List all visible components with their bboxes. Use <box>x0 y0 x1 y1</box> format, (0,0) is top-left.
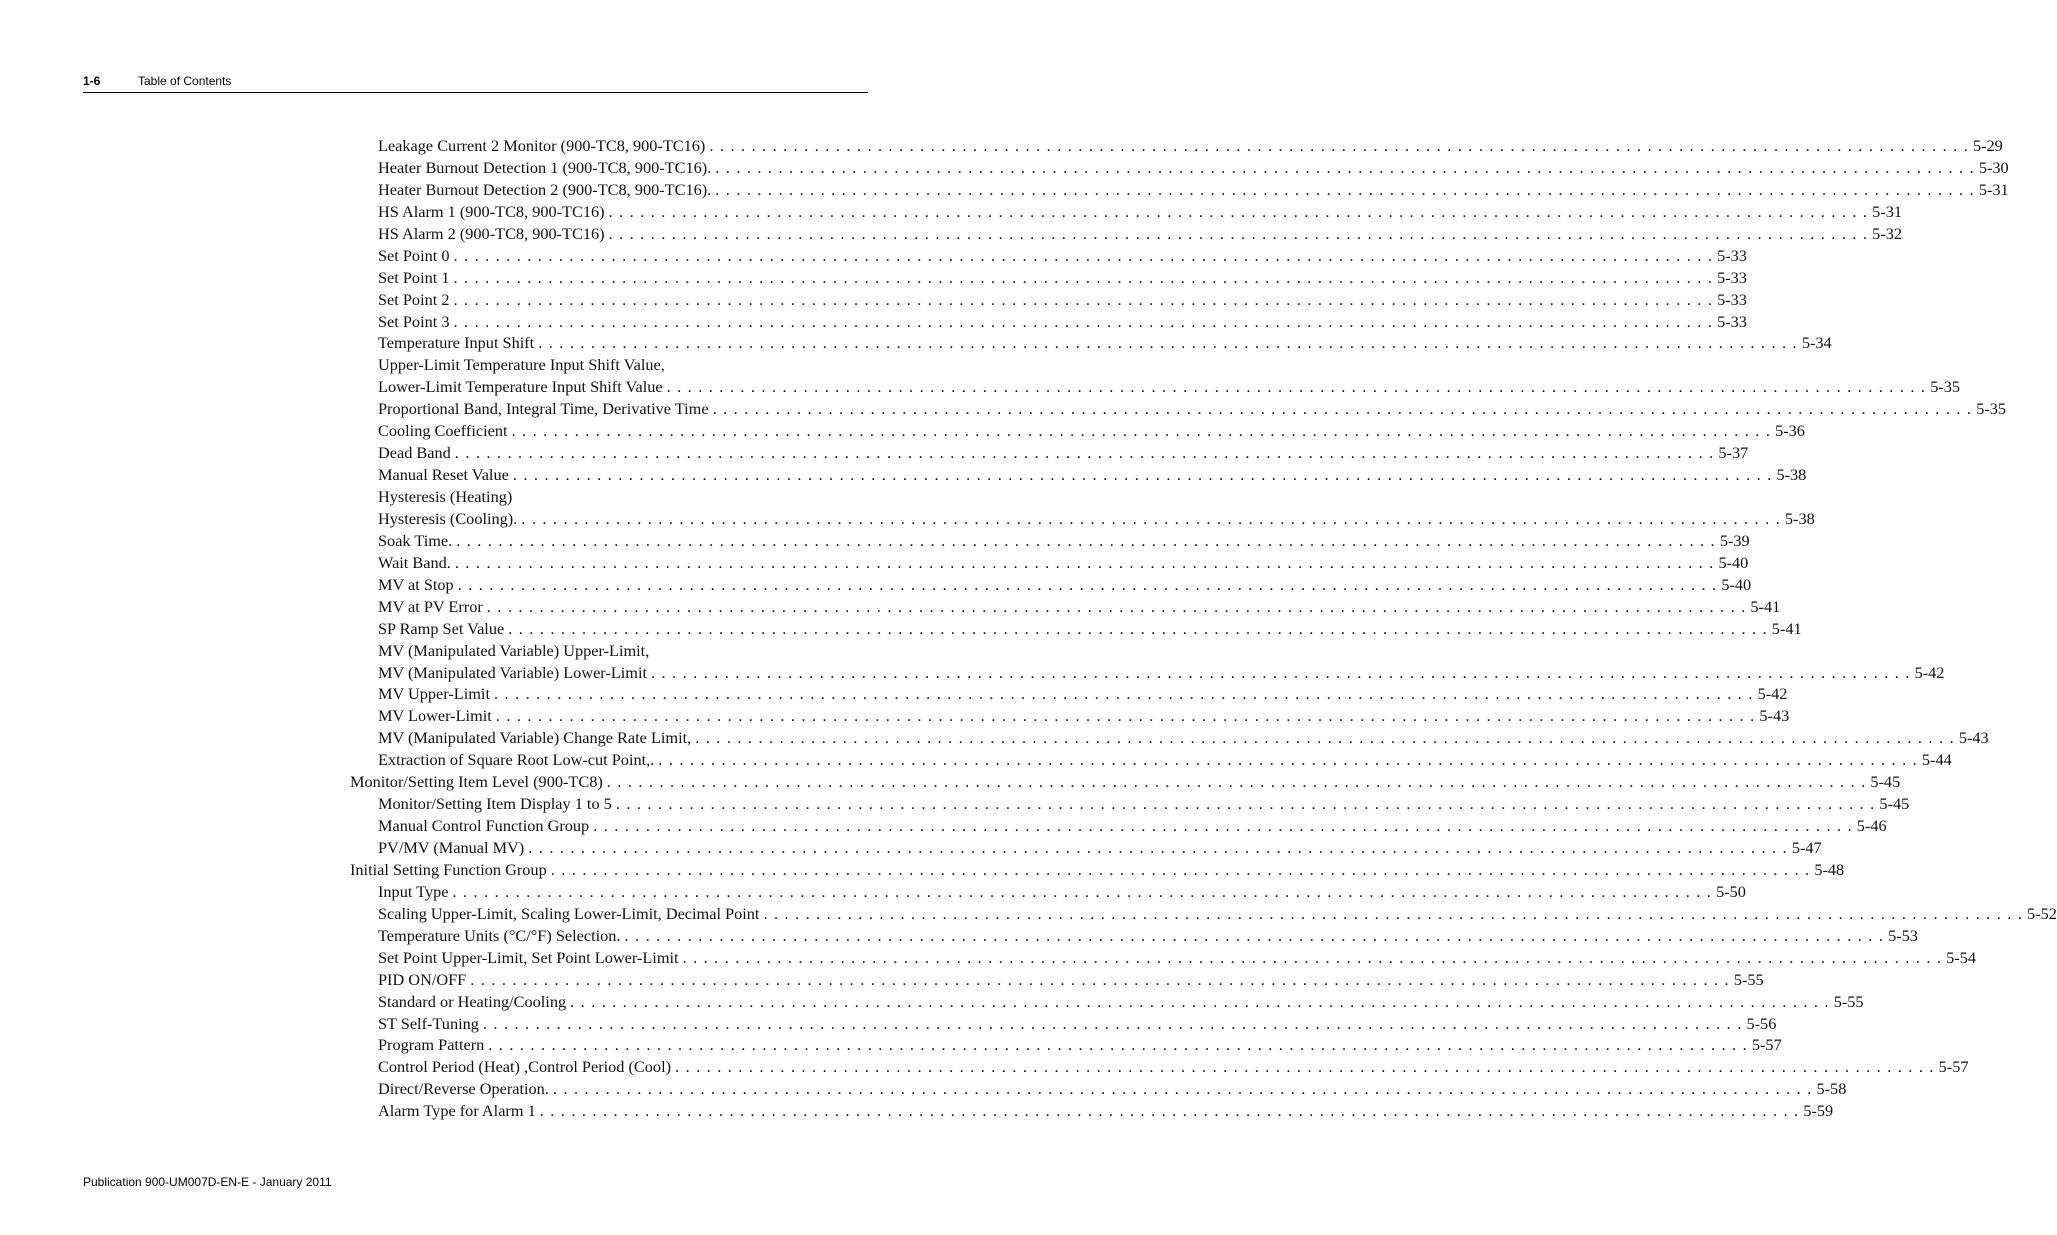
toc-entry-title: HS Alarm 1 (900-TC8, 900-TC16) <box>378 201 605 221</box>
toc-entry-page: 5-33 <box>1717 245 1747 265</box>
toc-entry-page: 5-54 <box>1946 947 1976 967</box>
toc-entry-page: 5-56 <box>1746 1013 1777 1033</box>
toc-entry[interactable] <box>350 815 1887 837</box>
toc-entry-page: 5-55 <box>1833 991 1864 1011</box>
toc-entry-title: Manual Reset Value <box>378 465 509 485</box>
toc-entry[interactable] <box>350 969 1764 991</box>
dot-leader: . . . . . . . . . . . . . . . . . . . . . . . . . . . . . . . . . . . . . . . . . . . . . . . . . . . . . . . . . . . . . . . . . . . . . . . . . . . . . . . . . . . . . . . . . . . . . . . . . . . . . . . . . . . . . . . . . . . . . . . . <box>493 684 1754 704</box>
toc-entry-title: Set Point 2 <box>378 289 450 309</box>
dot-leader: . . . . . . . . . . . . . . . . . . . . . . . . . . . . . . . . . . . . . . . . . . . . . . . . . . . . . . . . . . . . . . . . . . . . . . . . . . . . . . . . . . . . . . . . . . . . . . . . . . . . . . . . . . . . . . . . . . . . . . . . <box>682 947 1943 967</box>
table-of-contents <box>350 135 2057 1122</box>
dot-leader: . . . . . . . . . . . . . . . . . . . . . . . . . . . . . . . . . . . . . . . . . . . . . . . . . . . . . . . . . . . . . . . . . . . . . . . . . . . . . . . . . . . . . . . . . . . . . . . . . . . . . . . . . . . . . . . . . . . . . . . . <box>512 465 1773 485</box>
toc-entry-title: Program Pattern <box>378 1035 485 1055</box>
toc-entry-page: 5-36 <box>1775 421 1805 441</box>
dot-leader: . . . . . . . . . . . . . . . . . . . . . . . . . . . . . . . . . . . . . . . . . . . . . . . . . . . . . . . . . . . . . . . . . . . . . . . . . . . . . . . . . . . . . . . . . . . . . . . . . . . . . . . . . . . . . . . . . . . . . . . . <box>453 245 1714 265</box>
toc-entry-page: 5-42 <box>1914 662 1945 682</box>
toc-entry-title: ST Self-Tuning <box>378 1013 479 1033</box>
toc-entry-title: Control Period (Heat) ,Control Period (Cool) <box>378 1057 672 1077</box>
dot-leader: . . . . . . . . . . . . . . . . . . . . . . . . . . . . . . . . . . . . . . . . . . . . . . . . . . . . . . . . . . . . . . . . . . . . . . . . . . . . . . . . . . . . . . . . . . . . . . . . . . . . . . . . . . . . . . . . . . . . . . . . <box>763 903 2024 923</box>
dot-leader: . . . . . . . . . . . . . . . . . . . . . . . . . . . . . . . . . . . . . . . . . . . . . . . . . . . . . . . . . . . . . . . . . . . . . . . . . . . . . . . . . . . . . . . . . . . . . . . . . . . . . . . . . . . . . . . . . . . . . . . . <box>456 530 1716 550</box>
toc-entry[interactable] <box>350 881 1746 903</box>
dot-leader: . . . . . . . . . . . . . . . . . . . . . . . . . . . . . . . . . . . . . . . . . . . . . . . . . . . . . . . . . . . . . . . . . . . . . . . . . . . . . . . . . . . . . . . . . . . . . . . . . . . . . . . . . . . . . . . . . . . . . . . . <box>453 267 1714 287</box>
toc-entry[interactable] <box>350 683 1788 705</box>
toc-entry-page: 5-33 <box>1717 311 1747 331</box>
toc-entry[interactable] <box>350 201 1903 223</box>
toc-entry-page: 5-31 <box>1872 201 1903 221</box>
toc-entry-title: PID ON/OFF <box>378 969 467 989</box>
toc-entry-title: Wait Band. <box>378 552 451 572</box>
toc-entry-title: MV Upper-Limit <box>378 684 490 704</box>
toc-entry[interactable] <box>350 574 1752 596</box>
toc-entry-page: 5-57 <box>1938 1057 1969 1077</box>
dot-leader: . . . . . . . . . . . . . . . . . . . . . . . . . . . . . . . . . . . . . . . . . . . . . . . . . . . . . . . . . . . . . . . . . . . . . . . . . . . . . . . . . . . . . . . . . . . . . . . . . . . . . . . . . . . . . . . . . . . . . . . . <box>715 179 1975 199</box>
toc-entry[interactable] <box>350 705 1790 727</box>
toc-entry-page: 5-43 <box>1958 728 1989 748</box>
dot-leader: . . . . . . . . . . . . . . . . . . . . . . . . . . . . . . . . . . . . . . . . . . . . . . . . . . . . . . . . . . . . . . . . . . . . . . . . . . . . . . . . . . . . . . . . . . . . . . . . . . . . . . . . . . . . . . . . . . . . . . . . <box>695 728 1955 748</box>
toc-entry-page: 5-59 <box>1803 1101 1834 1121</box>
toc-entry-page: 5-48 <box>1814 859 1845 879</box>
toc-entry[interactable] <box>350 464 1807 486</box>
dot-leader: . . . . . . . . . . . . . . . . . . . . . . . . . . . . . . . . . . . . . . . . . . . . . . . . . . . . . . . . . . . . . . . . . . . . . . . . . . . . . . . . . . . . . . . . . . . . . . . . . . . . . . . . . . . . . . . . . . . . . . . . <box>624 925 1885 945</box>
toc-entry-page: 5-37 <box>1718 443 1749 463</box>
dot-leader: . . . . . . . . . . . . . . . . . . . . . . . . . . . . . . . . . . . . . . . . . . . . . . . . . . . . . . . . . . . . . . . . . . . . . . . . . . . . . . . . . . . . . . . . . . . . . . . . . . . . . . . . . . . . . . . . . . . . . . . . <box>675 1057 1935 1077</box>
toc-entry-page: 5-44 <box>1921 750 1952 770</box>
toc-entry-page: 5-41 <box>1771 618 1802 638</box>
toc-entry[interactable] <box>350 311 1747 333</box>
dot-leader: . . . . . . . . . . . . . . . . . . . . . . . . . . . . . . . . . . . . . . . . . . . . . . . . . . . . . . . . . . . . . . . . . . . . . . . . . . . . . . . . . . . . . . . . . . . . . . . . . . . . . . . . . . . . . . . . . . . . . . . . <box>454 552 1715 572</box>
dot-leader: . . . . . . . . . . . . . . . . . . . . . . . . . . . . . . . . . . . . . . . . . . . . . . . . . . . . . . . . . . . . . . . . . . . . . . . . . . . . . . . . . . . . . . . . . . . . . . . . . . . . . . . . . . . . . . . . . . . . . . . . <box>606 772 1867 792</box>
toc-entry-title: Monitor/Setting Item Level (900-TC8) <box>350 772 603 792</box>
dot-leader: . . . . . . . . . . . . . . . . . . . . . . . . . . . . . . . . . . . . . . . . . . . . . . . . . . . . . . . . . . . . . . . . . . . . . . . . . . . . . . . . . . . . . . . . . . . . . . . . . . . . . . . . . . . . . . . . . . . . . . . . <box>470 969 1730 989</box>
toc-entry-title: HS Alarm 2 (900-TC8, 900-TC16) <box>378 223 605 243</box>
toc-entry-title: Temperature Units (°C/°F) Selection. <box>378 925 621 945</box>
toc-entry[interactable] <box>350 749 1952 771</box>
toc-entry-title: Set Point Upper-Limit, Set Point Lower-Limit <box>378 947 679 967</box>
toc-entry-page: 5-53 <box>1888 925 1918 945</box>
toc-entry[interactable] <box>350 1078 1847 1100</box>
toc-entry[interactable] <box>350 991 1864 1013</box>
dot-leader: . . . . . . . . . . . . . . . . . . . . . . . . . . . . . . . . . . . . . . . . . . . . . . . . . . . . . . . . . . . . . . . . . . . . . . . . . . . . . . . . . . . . . . . . . . . . . . . . . . . . . . . . . . . . . . . . . . . . . . . . <box>712 399 1973 419</box>
toc-entry[interactable] <box>350 376 1961 398</box>
toc-entry-title: Direct/Reverse Operation. <box>378 1079 549 1099</box>
toc-entry-page: 5-57 <box>1751 1035 1782 1055</box>
dot-leader: . . . . . . . . . . . . . . . . . . . . . . . . . . . . . . . . . . . . . . . . . . . . . . . . . . . . . . . . . . . . . . . . . . . . . . . . . . . . . . . . . . . . . . . . . . . . . . . . . . . . . . . . . . . . . . . . . . . . . . . . <box>486 596 1747 616</box>
toc-entry-page: 5-45 <box>1879 794 1910 814</box>
toc-entry-title: MV at PV Error <box>378 596 483 616</box>
dot-leader: . . . . . . . . . . . . . . . . . . . . . . . . . . . . . . . . . . . . . . . . . . . . . . . . . . . . . . . . . . . . . . . . . . . . . . . . . . . . . . . . . . . . . . . . . . . . . . . . . . . . . . . . . . . . . . . . . . . . . . . . <box>658 750 1918 770</box>
dot-leader: . . . . . . . . . . . . . . . . . . . . . . . . . . . . . . . . . . . . . . . . . . . . . . . . . . . . . . . . . . . . . . . . . . . . . . . . . . . . . . . . . . . . . . . . . . . . . . . . . . . . . . . . . . . . . . . . . . . . . . . . <box>538 333 1798 353</box>
toc-entry[interactable] <box>350 245 1747 267</box>
toc-entry-page: 5-29 <box>1972 136 2003 155</box>
dot-leader: . . . . . . . . . . . . . . . . . . . . . . . . . . . . . . . . . . . . . . . . . . . . . . . . . . . . . . . . . . . . . . . . . . . . . . . . . . . . . . . . . . . . . . . . . . . . . . . . . . . . . . . . . . . . . . . . . . . . . . . . <box>452 881 1713 901</box>
toc-entry[interactable] <box>350 947 1976 969</box>
toc-entry[interactable] <box>350 398 2007 420</box>
toc-entry-title: Lower-Limit Temperature Input Shift Value <box>378 377 663 397</box>
toc-entry-page: 5-58 <box>1816 1079 1847 1099</box>
dot-leader: . . . . . . . . . . . . . . . . . . . . . . . . . . . . . . . . . . . . . . . . . . . . . . . . . . . . . . . . . . . . . . . . . . . . . . . . . . . . . . . . . . . . . . . . . . . . . . . . . . . . . . . . . . . . . . . . . . . . . . . . <box>453 311 1714 331</box>
toc-entry[interactable] <box>350 727 1989 749</box>
toc-entry[interactable] <box>350 157 2009 179</box>
dot-leader: . . . . . . . . . . . . . . . . . . . . . . . . . . . . . . . . . . . . . . . . . . . . . . . . . . . . . . . . . . . . . . . . . . . . . . . . . . . . . . . . . . . . . . . . . . . . . . . . . . . . . . . . . . . . . . . . . . . . . . . . <box>615 794 1876 814</box>
toc-entry-page: 5-31 <box>1978 179 2009 199</box>
toc-entry[interactable] <box>350 530 1750 552</box>
toc-entry[interactable] <box>350 662 1945 684</box>
page-number: 1-6 <box>83 74 101 88</box>
toc-entry-page: 5-45 <box>1870 772 1901 792</box>
section-title: Table of Contents <box>138 74 232 88</box>
toc-entry-page: 5-33 <box>1717 289 1747 309</box>
toc-entry-page: 5-47 <box>1791 838 1822 857</box>
toc-entry[interactable] <box>350 486 869 508</box>
toc-entry-title: Heater Burnout Detection 1 (900-TC8, 900-TC16). <box>378 157 712 177</box>
toc-entry-page: 5-40 <box>1718 552 1749 572</box>
toc-entry-title: Hysteresis (Cooling). <box>378 508 518 528</box>
toc-entry-page: 5-35 <box>1930 377 1961 397</box>
toc-entry-title: Scaling Upper-Limit, Scaling Lower-Limit, Decimal Point <box>378 903 760 923</box>
toc-entry-title: MV Lower-Limit <box>378 706 492 726</box>
toc-entry[interactable] <box>350 179 2009 201</box>
publication-footer: Publication 900-UM007D-EN-E - January 2011 <box>83 1175 332 1189</box>
toc-entry-title: Standard or Heating/Cooling <box>378 991 567 1011</box>
dot-leader: . . . . . . . . . . . . . . . . . . . . . . . . . . . . . . . . . . . . . . . . . . . . . . . . . . . . . . . . . . . . . . . . . . . . . . . . . . . . . . . . . . . . . . . . . . . . . . . . . . . . . . . . . . . . . . . . . . . . . . . . <box>457 574 1718 594</box>
toc-entry[interactable] <box>350 1013 1777 1035</box>
toc-entry-page: 5-55 <box>1733 969 1764 989</box>
toc-entry-title: Monitor/Setting Item Display 1 to 5 <box>378 794 612 814</box>
toc-entry[interactable] <box>350 925 1918 947</box>
dot-leader: . . . . . . . . . . . . . . . . . . . . . . . . . . . . . . . . . . . . . . . . . . . . . . . . . . . . . . . . . . . . . . . . . . . . . . . . . . . . . . . . . . . . . . . . . . . . . . . . . . . . . . . . . . . . . . . . . . . . . . . . <box>453 289 1714 309</box>
toc-entry-page: 5-39 <box>1719 530 1750 550</box>
dot-leader: . . . . . . . . . . . . . . . . . . . . . . . . . . . . . . . . . . . . . . . . . . . . . . . . . . . . . . . . . . . . . . . . . . . . . . . . . . . . . . . . . . . . . . . . . . . . . . . . . . . . . . . . . . . . . . . . . . . . . . . . <box>528 838 1788 857</box>
dot-leader: . . . . . . . . . . . . . . . . . . . . . . . . . . . . . . . . . . . . . . . . . . . . . . . . . . . . . . . . . . . . . . . . . . . . . . . . . . . . . . . . . . . . . . . . . . . . . . . . . . . . . . . . . . . . . . . . . . . . . . . . <box>570 991 1830 1011</box>
toc-entry-title: Initial Setting Function Group <box>350 859 547 879</box>
toc-entry-page: 5-30 <box>1978 157 2009 177</box>
toc-entry[interactable] <box>350 442 1749 464</box>
dot-leader: . . . . . . . . . . . . . . . . . . . . . . . . . . . . . . . . . . . . . . . . . . . . . . . . . . . . . . . . . . . . . . . . . . . . . . . . . . . . . . . . . . . . . . . . . . . . . . . . . . . . . . . . . . . . . . . . . . . . . . . . <box>550 859 1811 879</box>
dot-leader: . . . . . . . . . . . . . . . . . . . . . . . . . . . . . . . . . . . . . . . . . . . . . . . . . . . . . . . . . . . . . . . . . . . . . . . . . . . . . . . . . . . . . . . . . . . . . . . . . . . . . . . . . . . . . . . . . . . . . . . . <box>651 662 1911 682</box>
toc-entry-title: Heater Burnout Detection 2 (900-TC8, 900-TC16). <box>378 179 712 199</box>
toc-entry-page: 5-33 <box>1717 267 1747 287</box>
dot-leader: . . . . . . . . . . . . . . . . . . . . . . . . . . . . . . . . . . . . . . . . . . . . . . . . . . . . . . . . . . . . . . . . . . . . . . . . . . . . . . . . . . . . . . . . . . . . . . . . . . . . . . . . . . . . . . . . . . . . . . . . <box>521 508 1781 528</box>
toc-entry[interactable] <box>350 267 1747 289</box>
toc-entry-page: 5-34 <box>1801 333 1832 353</box>
toc-entry-title: Cooling Coefficient <box>378 421 508 441</box>
toc-entry[interactable] <box>350 332 1832 354</box>
toc-entry-title: Alarm Type for Alarm 1 <box>378 1101 536 1121</box>
toc-entry-page: 5-50 <box>1716 881 1746 901</box>
toc-entry[interactable] <box>350 837 1822 859</box>
dot-leader: . . . . . . . . . . . . . . . . . . . . . . . . . . . . . . . . . . . . . . . . . . . . . . . . . . . . . . . . . . . . . . . . . . . . . . . . . . . . . . . . . . . . . . . . . . . . . . . . . . . . . . . . . . . . . . . . . . . . . . . . <box>495 706 1756 726</box>
toc-entry-title: Set Point 0 <box>378 245 450 265</box>
toc-entry-title: Extraction of Square Root Low-cut Point,. <box>378 750 655 770</box>
toc-entry-page: 5-38 <box>1784 508 1815 528</box>
toc-entry[interactable] <box>350 1056 1969 1078</box>
toc-entry-page: 5-46 <box>1856 816 1887 836</box>
toc-entry-title: Temperature Input Shift <box>378 333 535 353</box>
toc-entry-page: 5-43 <box>1759 706 1790 726</box>
dot-leader: . . . . . . . . . . . . . . . . . . . . . . . . . . . . . . . . . . . . . . . . . . . . . . . . . . . . . . . . . . . . . . . . . . . . . . . . . . . . . . . . . . . . . . . . . . . . . . . . . . . . . . . . . . . . . . . . . . . . . . . . <box>715 157 1975 177</box>
toc-entry[interactable] <box>350 508 1815 530</box>
toc-entry-page: 5-52 <box>2027 903 2057 923</box>
toc-entry[interactable] <box>350 596 1781 618</box>
toc-entry-title: SP Ramp Set Value <box>378 618 505 638</box>
dot-leader: . . . . . . . . . . . . . . . . . . . . . . . . . . . . . . . . . . . . . . . . . . . . . . . . . . . . . . . . . . . . . . . . . . . . . . . . . . . . . . . . . . . . . . . . . . . . . . . . . . . . . . . . . . . . . . . . . . . . . . . . <box>482 1013 1743 1033</box>
dot-leader: . . . . . . . . . . . . . . . . . . . . . . . . . . . . . . . . . . . . . . . . . . . . . . . . . . . . . . . . . . . . . . . . . . . . . . . . . . . . . . . . . . . . . . . . . . . . . . . . . . . . . . . . . . . . . . . . . . . . . . . . <box>488 1035 1748 1055</box>
dot-leader: . . . . . . . . . . . . . . . . . . . . . . . . . . . . . . . . . . . . . . . . . . . . . . . . . . . . . . . . . . . . . . . . . . . . . . . . . . . . . . . . . . . . . . . . . . . . . . . . . . . . . . . . . . . . . . . . . . . . . . . . <box>666 377 1927 397</box>
dot-leader: . . . . . . . . . . . . . . . . . . . . . . . . . . . . . . . . . . . . . . . . . . . . . . . . . . . . . . . . . . . . . . . . . . . . . . . . . . . . . . . . . . . . . . . . . . . . . . . . . . . . . . . . . . . . . . . . . . . . . . . . <box>709 136 1969 155</box>
toc-entry[interactable] <box>350 1100 1834 1122</box>
dot-leader: . . . . . . . . . . . . . . . . . . . . . . . . . . . . . . . . . . . . . . . . . . . . . . . . . . . . . . . . . . . . . . . . . . . . . . . . . . . . . . . . . . . . . . . . . . . . . . . . . . . . . . . . . . . . . . . . . . . . . . . . <box>608 223 1869 243</box>
toc-entry-page: 5-38 <box>1776 465 1807 485</box>
toc-entry-page: 5-41 <box>1750 596 1781 616</box>
toc-entry[interactable] <box>350 1034 1782 1056</box>
toc-entry-title: MV (Manipulated Variable) Upper-Limit, <box>378 640 650 660</box>
toc-entry-title: Set Point 3 <box>378 311 450 331</box>
toc-entry-page: 5-42 <box>1757 684 1788 704</box>
toc-entry-title: Soak Time. <box>378 530 453 550</box>
dot-leader: . . . . . . . . . . . . . . . . . . . . . . . . . . . . . . . . . . . . . . . . . . . . . . . . . . . . . . . . . . . . . . . . . . . . . . . . . . . . . . . . . . . . . . . . . . . . . . . . . . . . . . . . . . . . . . . . . . . . . . . . <box>511 421 1772 441</box>
toc-entry-title: MV (Manipulated Variable) Change Rate Limit, <box>378 728 692 748</box>
toc-entry[interactable] <box>350 223 1903 245</box>
toc-entry[interactable] <box>350 793 1910 815</box>
toc-entry-title: Hysteresis (Heating) <box>378 487 513 506</box>
dot-leader: . . . . . . . . . . . . . . . . . . . . . . . . . . . . . . . . . . . . . . . . . . . . . . . . . . . . . . . . . . . . . . . . . . . . . . . . . . . . . . . . . . . . . . . . . . . . . . . . . . . . . . . . . . . . . . . . . . . . . . . . <box>508 618 1768 638</box>
dot-leader: . . . . . . . . . . . . . . . . . . . . . . . . . . . . . . . . . . . . . . . . . . . . . . . . . . . . . . . . . . . . . . . . . . . . . . . . . . . . . . . . . . . . . . . . . . . . . . . . . . . . . . . . . . . . . . . . . . . . . . . . <box>552 1079 1813 1099</box>
toc-entry-page: 5-35 <box>1976 399 2007 419</box>
toc-entry[interactable] <box>350 618 1802 640</box>
page-header <box>83 72 868 93</box>
dot-leader: . . . . . . . . . . . . . . . . . . . . . . . . . . . . . . . . . . . . . . . . . . . . . . . . . . . . . . . . . . . . . . . . . . . . . . . . . . . . . . . . . . . . . . . . . . . . . . . . . . . . . . . . . . . . . . . . . . . . . . . . <box>454 443 1715 463</box>
toc-entry[interactable] <box>350 859 1845 881</box>
toc-entry[interactable] <box>350 354 869 376</box>
toc-entry-title: MV at Stop <box>378 574 454 594</box>
toc-entry-title: PV/MV (Manual MV) <box>378 838 525 857</box>
toc-entry-title: Leakage Current 2 Monitor (900-TC8, 900-TC16) <box>378 136 706 155</box>
toc-entry[interactable] <box>350 640 869 662</box>
toc-entry-title: Upper-Limit Temperature Input Shift Value, <box>378 355 665 375</box>
toc-entry-title: Dead Band <box>378 443 451 463</box>
toc-entry-title: Input Type <box>378 881 449 901</box>
dot-leader: . . . . . . . . . . . . . . . . . . . . . . . . . . . . . . . . . . . . . . . . . . . . . . . . . . . . . . . . . . . . . . . . . . . . . . . . . . . . . . . . . . . . . . . . . . . . . . . . . . . . . . . . . . . . . . . . . . . . . . . . <box>539 1101 1800 1121</box>
toc-entry-title: MV (Manipulated Variable) Lower-Limit <box>378 662 647 682</box>
toc-entry-page: 5-40 <box>1721 574 1752 594</box>
toc-entry[interactable] <box>350 903 2057 925</box>
dot-leader: . . . . . . . . . . . . . . . . . . . . . . . . . . . . . . . . . . . . . . . . . . . . . . . . . . . . . . . . . . . . . . . . . . . . . . . . . . . . . . . . . . . . . . . . . . . . . . . . . . . . . . . . . . . . . . . . . . . . . . . . <box>593 816 1853 836</box>
toc-entry-title: Set Point 1 <box>378 267 450 287</box>
dot-leader: . . . . . . . . . . . . . . . . . . . . . . . . . . . . . . . . . . . . . . . . . . . . . . . . . . . . . . . . . . . . . . . . . . . . . . . . . . . . . . . . . . . . . . . . . . . . . . . . . . . . . . . . . . . . . . . . . . . . . . . . <box>608 201 1869 221</box>
toc-entry[interactable] <box>350 135 2003 157</box>
toc-entry[interactable] <box>350 289 1747 311</box>
toc-entry[interactable] <box>350 771 1901 793</box>
toc-entry[interactable] <box>350 420 1805 442</box>
toc-entry-title: Manual Control Function Group <box>378 816 590 836</box>
toc-entry-title: Proportional Band, Integral Time, Derivative Time <box>378 399 709 419</box>
toc-entry[interactable] <box>350 552 1749 574</box>
toc-entry-page: 5-32 <box>1872 223 1903 243</box>
